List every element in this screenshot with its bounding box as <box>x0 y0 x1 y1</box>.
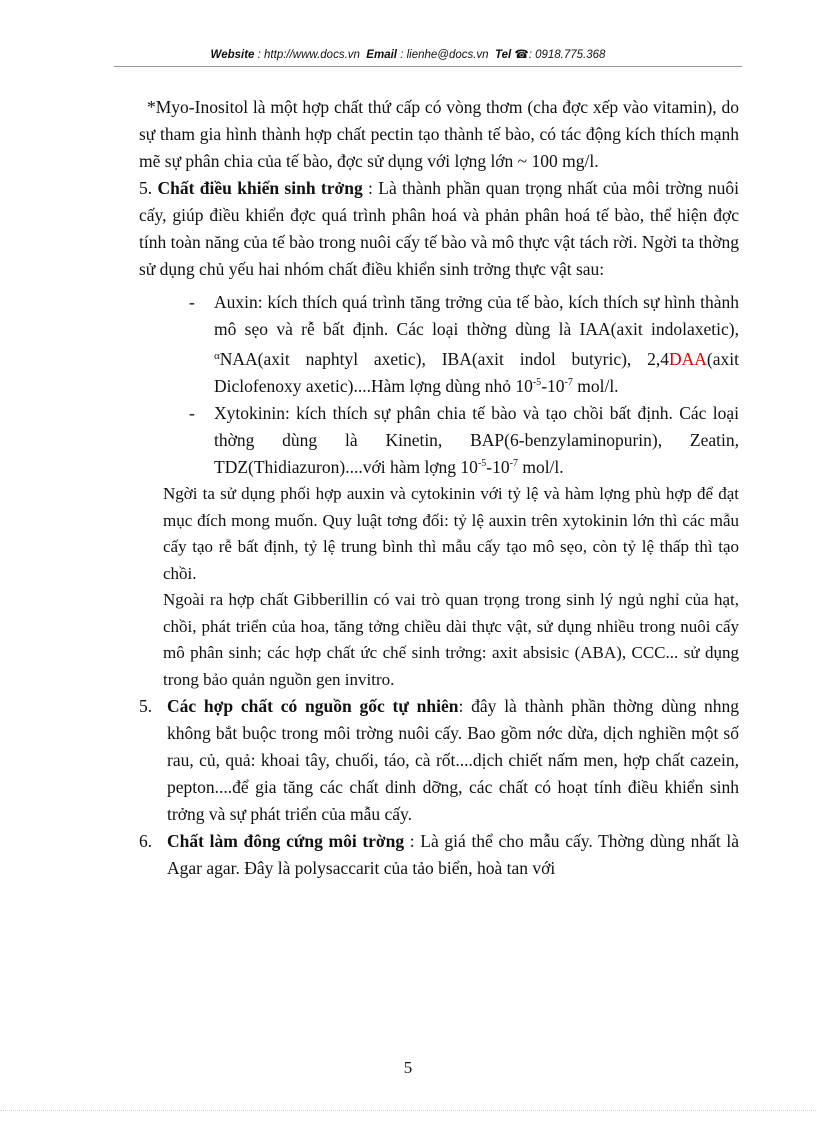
auxin-text-3: (axit Diclofenoxy axetic)....Hàm lợng dùng nhỏ 10 <box>214 349 739 396</box>
dash-bullet: - <box>189 403 195 423</box>
exponent: -5 <box>477 458 487 470</box>
highlight-daa: DAA <box>669 349 707 369</box>
phone-icon: ☎ <box>514 49 529 61</box>
tel-label: Tel <box>494 49 512 61</box>
auxin-text-5: mol/l. <box>572 376 619 396</box>
section-text: : đây là thành phần thờng dùng nhng không bắt buộc trong môi trờng nuôi cấy. Bao gồm nớc dừa, dịch nghiền một số rau, củ, quả: khoai tây, chuối, táo, cà rốt....dịch chiết nấm men, hợp chất cazein, pepton....để gia tăng các chất dinh dỡng, các chất có hoạt tính điều khiển sinh trởng và sự phát triển của mẫu cấy. <box>167 696 739 824</box>
section-title: Chất làm đông cứng môi trờng <box>167 831 405 851</box>
phone-number: : 0918.775.368 <box>528 49 606 61</box>
section-text: : Là giá thể cho mẫu cấy. Thờng dùng nhất là Agar agar. Đây là polysaccarit của tảo biển, hoà tan với <box>167 831 739 878</box>
section-title: Các hợp chất có nguồn gốc tự nhiên <box>167 696 459 716</box>
footer-divider <box>0 1110 816 1111</box>
section-text: : Là thành phần quan trọng nhất của môi trờng nuôi cấy, giúp điều khiển đợc quá trình phân hoá và phản phân hoá tế bào, thể hiện đợc tính toàn năng của tế bào trong nuôi cấy tế bào và mô thực vật tách rời. Ngời ta thờng sử dụng chủ yếu hai nhóm chất điều khiển sinh trởng thực vật sau: <box>139 178 740 279</box>
header-divider <box>114 66 742 67</box>
xyto-text-3: mol/l. <box>517 457 564 477</box>
alpha-symbol: α <box>214 350 220 362</box>
email-label: Email <box>366 49 397 61</box>
email-address[interactable]: : lienhe@docs.vn <box>400 49 489 61</box>
exponent: -7 <box>509 458 518 470</box>
section-title: Chất điều khiển sinh trởng <box>157 178 363 198</box>
page-number: 5 <box>403 1058 413 1077</box>
xyto-text: Xytokinin: kích thích sự phân chia tế bào và tạo chồi bất định. Các loại thờng dùng là Kinetin, BAP(6-benzylaminopurin), Zeatin, TDZ(Thidiazuron)....với hàm lợng 10 <box>214 403 739 477</box>
list-item-xytokinin <box>139 400 739 481</box>
website-label: Website <box>210 49 255 61</box>
xyto-text-2: -10 <box>486 457 510 477</box>
section-5-natural-compounds <box>139 693 739 828</box>
auxin-text: Auxin: kích thích quá trình tăng trởng của tế bào, kích thích sự hình thành mô sẹo và rễ bất định. Các loại thờng dùng là IAA(axit indolaxetic), <box>214 292 739 339</box>
exponent: -5 <box>532 377 542 389</box>
section-6-solidifying-agent <box>139 828 739 882</box>
list-item-auxin <box>139 289 739 400</box>
exponent: -7 <box>564 377 573 389</box>
paragraph-gibberillin: Ngoài ra hợp chất Gibberillin có vai trò quan trọng trong sinh lý ngủ nghỉ của hạt, chồi, phát triển của hoa, tăng tởng chiều dài thực vật, sử dụng nhiều trong nuôi cấy mô phân sinh; các hợp chất ức chế sinh trởng: axit absisic (ABA), CCC... sử dụng trong bảo quản nguồn gen invitro. <box>163 590 739 689</box>
section-number: 5. <box>139 696 153 716</box>
auxin-text-4: -10 <box>541 376 565 396</box>
section-5-growth-regulators <box>139 175 739 283</box>
paragraph-myo-inositol: *Myo-Inositol là một hợp chất thứ cấp có vòng thơm (cha đợc xếp vào vitamin), do sự tham gia hình thành hợp chất pectin tạo thành tế bào, có tác động kích thích mạnh mẽ sự phân chia của tế bào, đợc sử dụng với lợng lớn ~ 100 mg/l. <box>139 97 739 171</box>
page-header <box>0 47 816 61</box>
dash-bullet: - <box>189 292 195 312</box>
auxin-text-2: NAA(axit naphtyl axetic), IBA(axit indol butyric), 2,4 <box>219 349 669 369</box>
section-number: 5. <box>139 178 153 198</box>
paragraph-ratio: Ngời ta sử dụng phối hợp auxin và cytokinin với tỷ lệ và hàm lợng phù hợp để đạt mục đích mong muốn. Quy luật tơng đối: tỷ lệ auxin trên xytokinin lớn thì các mẫu cấy tạo rễ bất định, tỷ lệ trung bình thì mẫu cấy tạo mô sẹo, còn tỷ lệ thấp thì tạo chồi. <box>163 484 739 583</box>
website-url[interactable]: : http://www.docs.vn <box>257 49 360 61</box>
section-number: 6. <box>139 831 153 851</box>
document-body <box>139 94 739 882</box>
